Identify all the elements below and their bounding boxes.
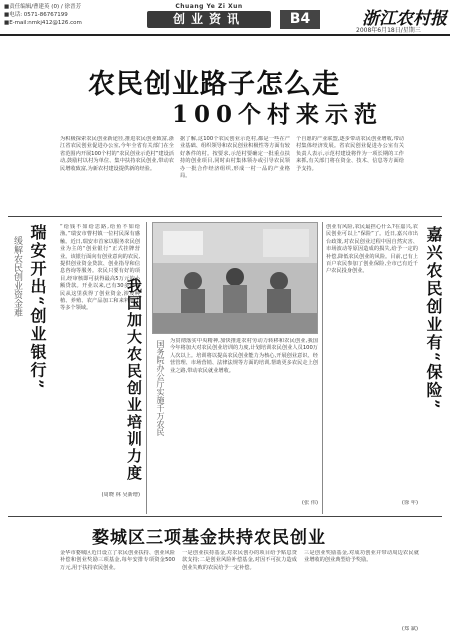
column-divider: [146, 222, 147, 514]
newspaper-logo: 浙江农村报: [362, 9, 447, 29]
main-article-col-1: 为积极探索农民创业新途径,推进农民创业致富,浙江省农民创业促进办公室,今年全省有关部门在全省范围内开展100个村的“农民创业示范村”建设活动,鼓励村以村为单位、集中扶持农民创业,带动农民增收致富,为新农村建设提供新的经验。: [60, 136, 174, 172]
left-story-subtitle: 缓解农民创业资金难: [12, 236, 22, 317]
left-story-body: “给钱不如给思路,给鱼不如给渔。”瑞安市曹村镇一位村民深有感触。近日,瑞安市首家以服务农民创业为主的“创业银行”正式挂牌营业。该银行面向有创业意向的农民,提供创业资金贷款、创业指导和信息咨询等服务。农民只要有好的项目,经审核即可获得最高5万元的小额贷款。开业以来,已有30多户农民从这里获得了创业资金,涉及种植、养殖、农产品加工和来料加工等多个领域。: [60, 224, 140, 312]
classroom-photo-illustration: [153, 223, 318, 334]
right-story-body: 创业有风险,农民最担心什么?在嘉兴,农民创业可以上“保险”了。近日,嘉兴市出台政策,对农民创业过程中因自然灾害、市场波动等原因造成的损失,给予一定的补偿,降低农民创业的风险。目前,已有上百户农民参加了创业保险,全市已有近千户农民投身创业。: [326, 224, 418, 275]
column-divider: [322, 222, 323, 514]
center-story-body: 为贯彻落实中央精神,加快推进农村劳动力转移和农民创业,我国今年将加大对农民创业培训的力度,计划培训农民创业人员100万人次以上。培训将以提高农民创业能力为核心,开展创业意识、经营管理、市场营销、法律法规等方面的培训,帮助更多农民走上创业之路,带动农民就业增收。: [170, 338, 318, 374]
right-story-title: 嘉兴农民创业有“保险”: [424, 226, 443, 411]
section-banner: [147, 3, 271, 28]
page-number: B4: [280, 10, 320, 29]
main-headline: 农民创业路子怎么走: [88, 69, 340, 100]
email-line: ■E-mail:nmkj412@126.com: [4, 20, 82, 26]
bottom-story-col-3: 三是创业奖励基金,对成功创业并带动周边农民就业增收的创业典型给予奖励。: [304, 550, 419, 564]
page-header: [0, 0, 450, 34]
classroom-photo: [152, 222, 318, 334]
main-article-col-2: 据了解,这100个农民创业示范村,都是一些在产业基础、组织领导和农民创业积极性等方面有较好条件的村。按要求,示范村要确定一批重点扶持的创业项目,同时由村集体领办或引导农民领办一批合作经济组织,形成一村一品的产业格局。: [180, 136, 290, 180]
editor-contacts: [4, 3, 82, 27]
left-story-title: 瑞安开出“创业银行”: [28, 224, 47, 391]
bottom-story-col-2: 一是创业扶持基金,对农民创办的项目给予贴息贷款支持;二是创业风险补偿基金,对因不可抗力造成创业失败的农民给予一定补偿。: [182, 550, 297, 571]
center-story-byline: (张 伟): [301, 500, 318, 506]
section-pinyin: Chuang Ye Zi Xun: [175, 3, 243, 10]
left-story-byline: (周晓 林 吴新增): [101, 492, 140, 498]
section-divider: [8, 516, 442, 517]
phone-line: ■电话: 0571-86767199: [4, 12, 68, 18]
main-subheadline: 100个村来示范: [172, 101, 384, 128]
section-title: 创业资讯: [147, 11, 271, 28]
right-story-byline: (徐 年): [401, 500, 418, 506]
center-story-title: 我国加大农民创业培训力度: [125, 278, 143, 482]
bottom-story-title: 婺城区三项基金扶持农民创业: [92, 528, 326, 548]
header-rule: [0, 34, 450, 36]
center-story-subtitle: 国务院办公厅实施千万农民: [156, 340, 165, 436]
editor-line: ■责任编辑/曹建英 (0) / 徐晋芳: [4, 4, 81, 10]
bottom-story-col-1: 金华市婺城区近日设立了农民创业扶持、创业风险补偿和创业奖励三项基金,每年安排专项资金500万元,用于扶持农民创业。: [60, 550, 175, 571]
main-article-col-3: 个自愿的产业联盟,逐步带动农民创业增收,带动村集体经济发展。省农民创业促进办公室有关负责人表示,示范村建设将作为一项长期的工作来抓,有关部门将在资金、技术、信息等方面给予支持。: [296, 136, 404, 172]
bottom-story-byline: (郑 斌): [401, 626, 418, 632]
section-divider: [8, 216, 442, 217]
issue-date: 2008年6月18日/星期三: [356, 27, 421, 34]
